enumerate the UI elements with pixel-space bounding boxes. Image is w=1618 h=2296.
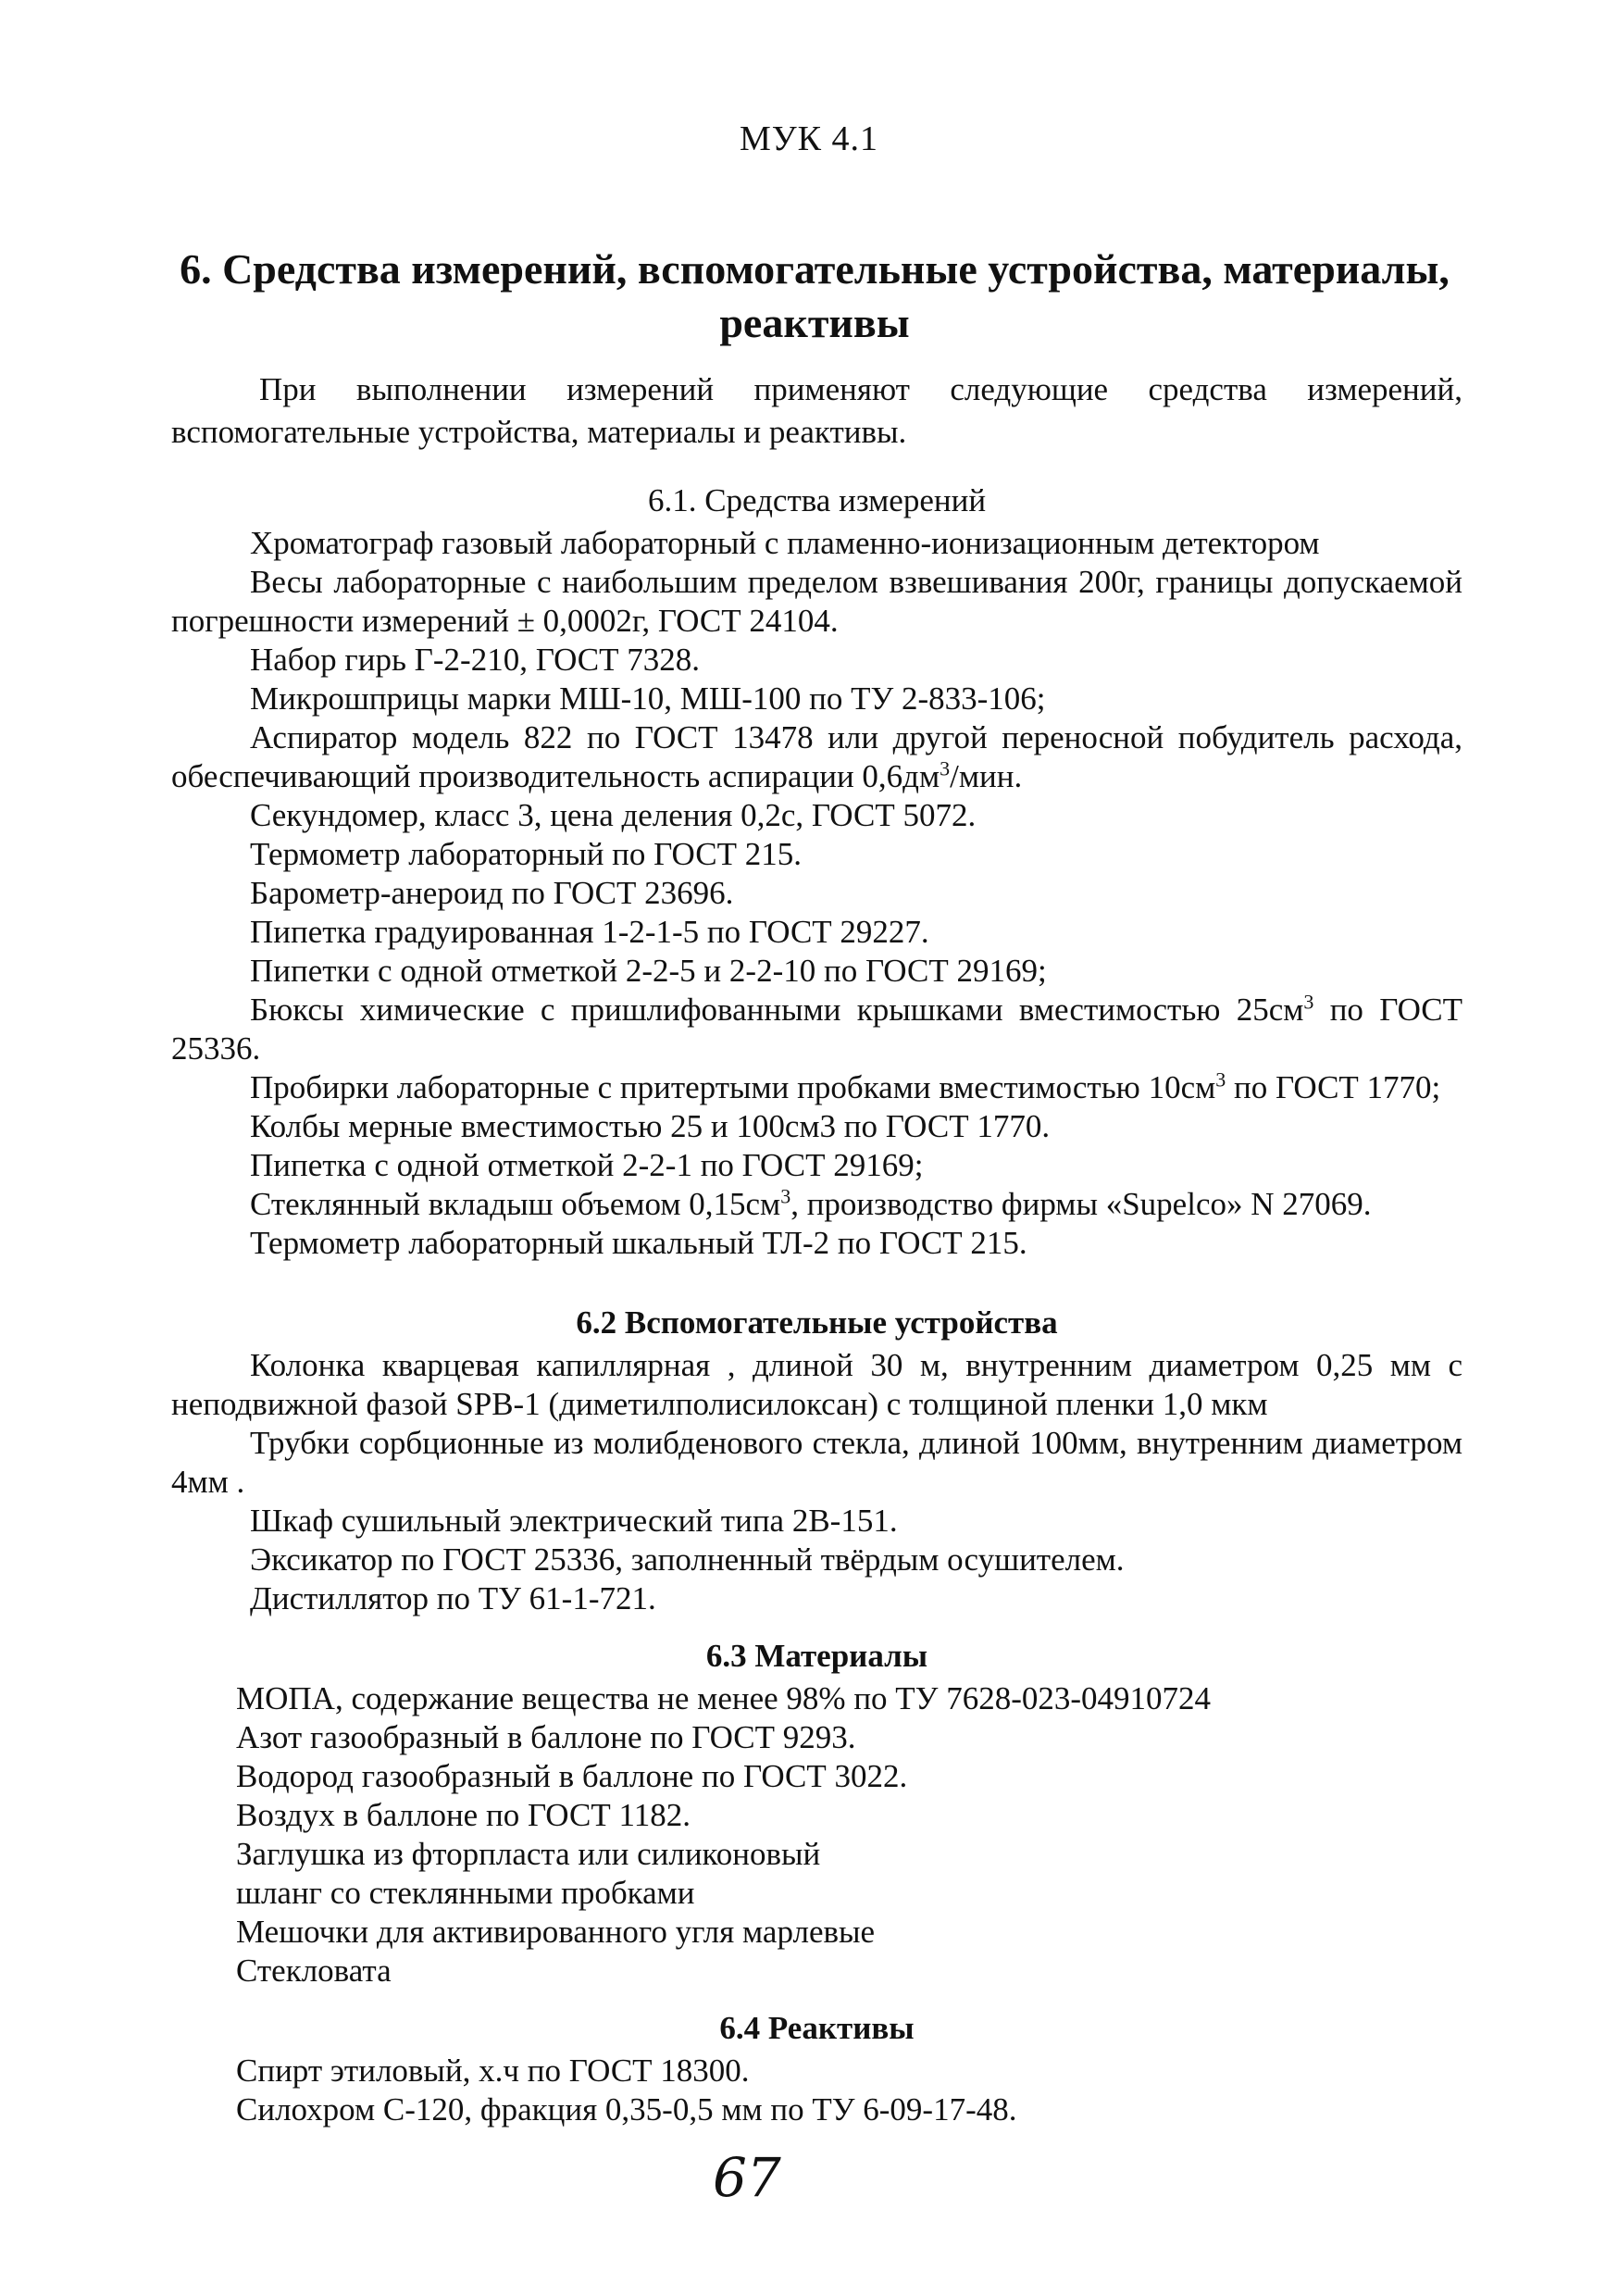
list-item: Колонка кварцевая капиллярная , длиной 30 м, внутренним диаметром 0,25 мм с неподвижной фазой SPB-1 (диметилполисилоксан) с толщиной пленки 1,0 мкм — [171, 1347, 1462, 1422]
section-6-2 — [171, 1304, 1462, 1618]
list-item: Шкаф сушильный электрический типа 2В-151. — [250, 1503, 898, 1539]
section-title — [167, 243, 1462, 350]
list-item: Пипетки с одной отметкой 2-2-5 и 2-2-10 по ГОСТ 29169; — [250, 953, 1047, 989]
section-6-1 — [171, 481, 1462, 1263]
list-item: МОПА, содержание вещества не менее 98% по ТУ 7628-023-04910724 — [236, 1680, 1212, 1716]
list-item: Колбы мерные вместимостью 25 и 100см3 по ГОСТ 1770. — [250, 1108, 1051, 1144]
list-item: Барометр-анероид по ГОСТ 23696. — [250, 875, 734, 911]
list-item: Секундомер, класс 3, цена деления 0,2с, ГОСТ 5072. — [250, 797, 977, 833]
section-6-4-heading: 6.4 Реактивы — [719, 2010, 915, 2046]
document-header: МУК 4.1 — [739, 119, 879, 158]
list-item: Пробирки лабораторные с притертыми пробками вместимостью $10см^3$ по ГОСТ 1770; — [250, 1067, 1441, 1105]
list-item: Пипетка с одной отметкой 2-2-1 по ГОСТ 29169; — [250, 1147, 924, 1183]
list-item: Мешочки для активированного угля марлевые — [236, 1914, 876, 1950]
list-item: Водород газообразный в баллоне по ГОСТ 3022. — [236, 1758, 908, 1794]
list-item: Хроматограф газовый лабораторный с пламенно-ионизационным детектором — [250, 525, 1320, 561]
section-6-4 — [171, 2009, 1462, 2129]
list-item: Стеклянный вкладыш объемом $0,15см^3$, производство фирмы «Supelco» N 27069. — [250, 1184, 1372, 1222]
list-item: Набор гирь Г-2-210, ГОСТ 7328. — [250, 642, 701, 678]
list-item: Термометр лабораторный по ГОСТ 215. — [250, 836, 802, 872]
list-item: Эксикатор по ГОСТ 25336, заполненный твёрдым осушителем. — [250, 1541, 1125, 1578]
list-item: Азот газообразный в баллоне по ГОСТ 9293. — [236, 1719, 856, 1755]
list-item: Пипетка градуированная 1-2-1-5 по ГОСТ 29227. — [250, 914, 929, 950]
list-item: Микрошприцы марки МШ-10, МШ-100 по ТУ 2-833-106; — [250, 680, 1046, 717]
intro-paragraph: При выполнении измерений применяют следующие средства измерений, вспомогательные устройства, материалы и реактивы. — [171, 371, 1462, 450]
list-item: Дистиллятор по ТУ 61-1-721. — [250, 1580, 656, 1616]
section-title-line2: реактивы — [719, 299, 910, 346]
section-title-line1: 6. Средства измерений, вспомогательные устройства, материалы, — [180, 245, 1450, 293]
list-item: Весы лабораторные с наибольшим пределом взвешивания 200г, границы допускаемой погрешности измерений ± 0,0002г, ГОСТ 24104. — [171, 564, 1462, 639]
list-item: Воздух в баллоне по ГОСТ 1182. — [236, 1797, 691, 1833]
list-item: Термометр лабораторный шкальный ТЛ-2 по ГОСТ 215. — [250, 1225, 1027, 1261]
list-item: Трубки сорбционные из молибденового стекла, длиной 100мм, внутренним диаметром 4мм . — [171, 1425, 1462, 1500]
list-item: Стекловата — [236, 1953, 392, 1989]
list-item: шланг со стеклянными пробками — [236, 1875, 695, 1911]
section-6-3 — [171, 1637, 1462, 1990]
list-item: Заглушка из фторпласта или силиконовый — [236, 1836, 821, 1872]
section-6-1-heading: 6.1. Средства измерений — [647, 482, 987, 518]
section-6-2-heading: 6.2 Вспомогательные устройства — [576, 1304, 1058, 1341]
list-item: Спирт этиловый, х.ч по ГОСТ 18300. — [236, 2053, 750, 2089]
list-item: Аспиратор модель 822 по ГОСТ 13478 или другой переносной побудитель расхода, обеспечивающий производительность аспирации $0,6дм^3$/мин. — [171, 719, 1462, 794]
list-item: Бюксы химические с пришлифованными крышками вместимостью $25см^3$ по ГОСТ 25336. — [171, 990, 1463, 1067]
list-item: Силохром С-120, фракция 0,35-0,5 мм по ТУ 6-09-17-48. — [236, 2091, 1017, 2128]
section-6-3-heading: 6.3 Материалы — [705, 1638, 928, 1674]
page-number: 67 — [713, 2146, 781, 2209]
